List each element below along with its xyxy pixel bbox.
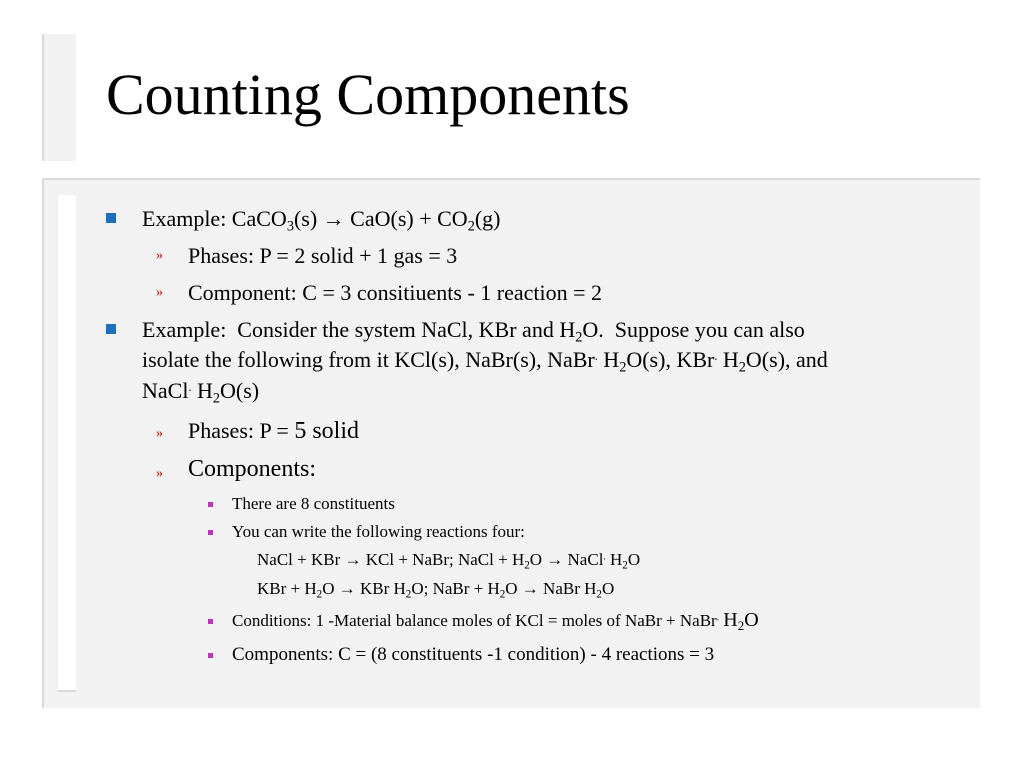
chevron-bullet-icon: » — [156, 248, 163, 263]
slide-title: Counting Components — [106, 62, 630, 127]
square-bullet-icon — [106, 324, 116, 334]
list-item: Components: C = (8 constituents -1 condition) - 4 reactions = 3 — [232, 644, 715, 665]
chevron-bullet-icon: » — [156, 466, 163, 481]
reaction-line — [257, 575, 614, 603]
list-item-continuation — [142, 344, 828, 375]
list-item — [142, 203, 501, 234]
item-text: KBr + $H_2O$ → KBr $H_2O$; NaBr + $H_2O$ → NaBr $H_2O$ — [257, 579, 615, 601]
item-text: Conditions: 1 -Material balance moles of KCl = moles of NaBr + NaBr. $H_2O$ — [232, 609, 759, 633]
small-square-bullet-icon — [208, 502, 213, 507]
item-text: isolate the following from it KCl(s), NaBr(s), NaBr. $H_2O(s)$, KBr. $H_2O(s)$, and — [142, 347, 828, 376]
list-item: Components: — [188, 456, 317, 482]
content-margin — [58, 195, 76, 692]
small-square-bullet-icon — [208, 619, 213, 624]
square-bullet-icon — [106, 213, 116, 223]
item-text: Example: Consider the system NaCl, KBr and $H_2O$. Suppose you can also — [142, 317, 805, 346]
reaction-line — [257, 546, 640, 574]
list-item: You can write the following reactions four: — [232, 522, 525, 541]
list-item: Phases: P = 2 solid + 1 gas = 3 — [188, 243, 458, 268]
list-item — [142, 314, 805, 345]
item-text: Example: CaCO$_3$(s) → $CaO(s) + CO_2(g)$ — [142, 206, 501, 235]
list-item — [232, 606, 759, 635]
list-item: Component: C = 3 consitiuents - 1 reaction = 2 — [188, 280, 603, 305]
chevron-bullet-icon: » — [156, 285, 163, 300]
title-accent-bar — [42, 34, 76, 161]
item-text: Phases: P = 5 solid — [188, 418, 360, 444]
item-text: NaCl + KBr → KCl + NaBr; NaCl + $H_2O$ → NaCl. $H_2O$ — [257, 550, 641, 572]
small-square-bullet-icon — [208, 530, 213, 535]
list-item-continuation — [142, 375, 259, 406]
item-text: NaCl. $H_2O(s)$ — [142, 378, 260, 407]
small-square-bullet-icon — [208, 653, 213, 658]
list-item — [188, 415, 359, 447]
chevron-bullet-icon: » — [156, 426, 163, 441]
list-item: There are 8 constituents — [232, 494, 395, 513]
